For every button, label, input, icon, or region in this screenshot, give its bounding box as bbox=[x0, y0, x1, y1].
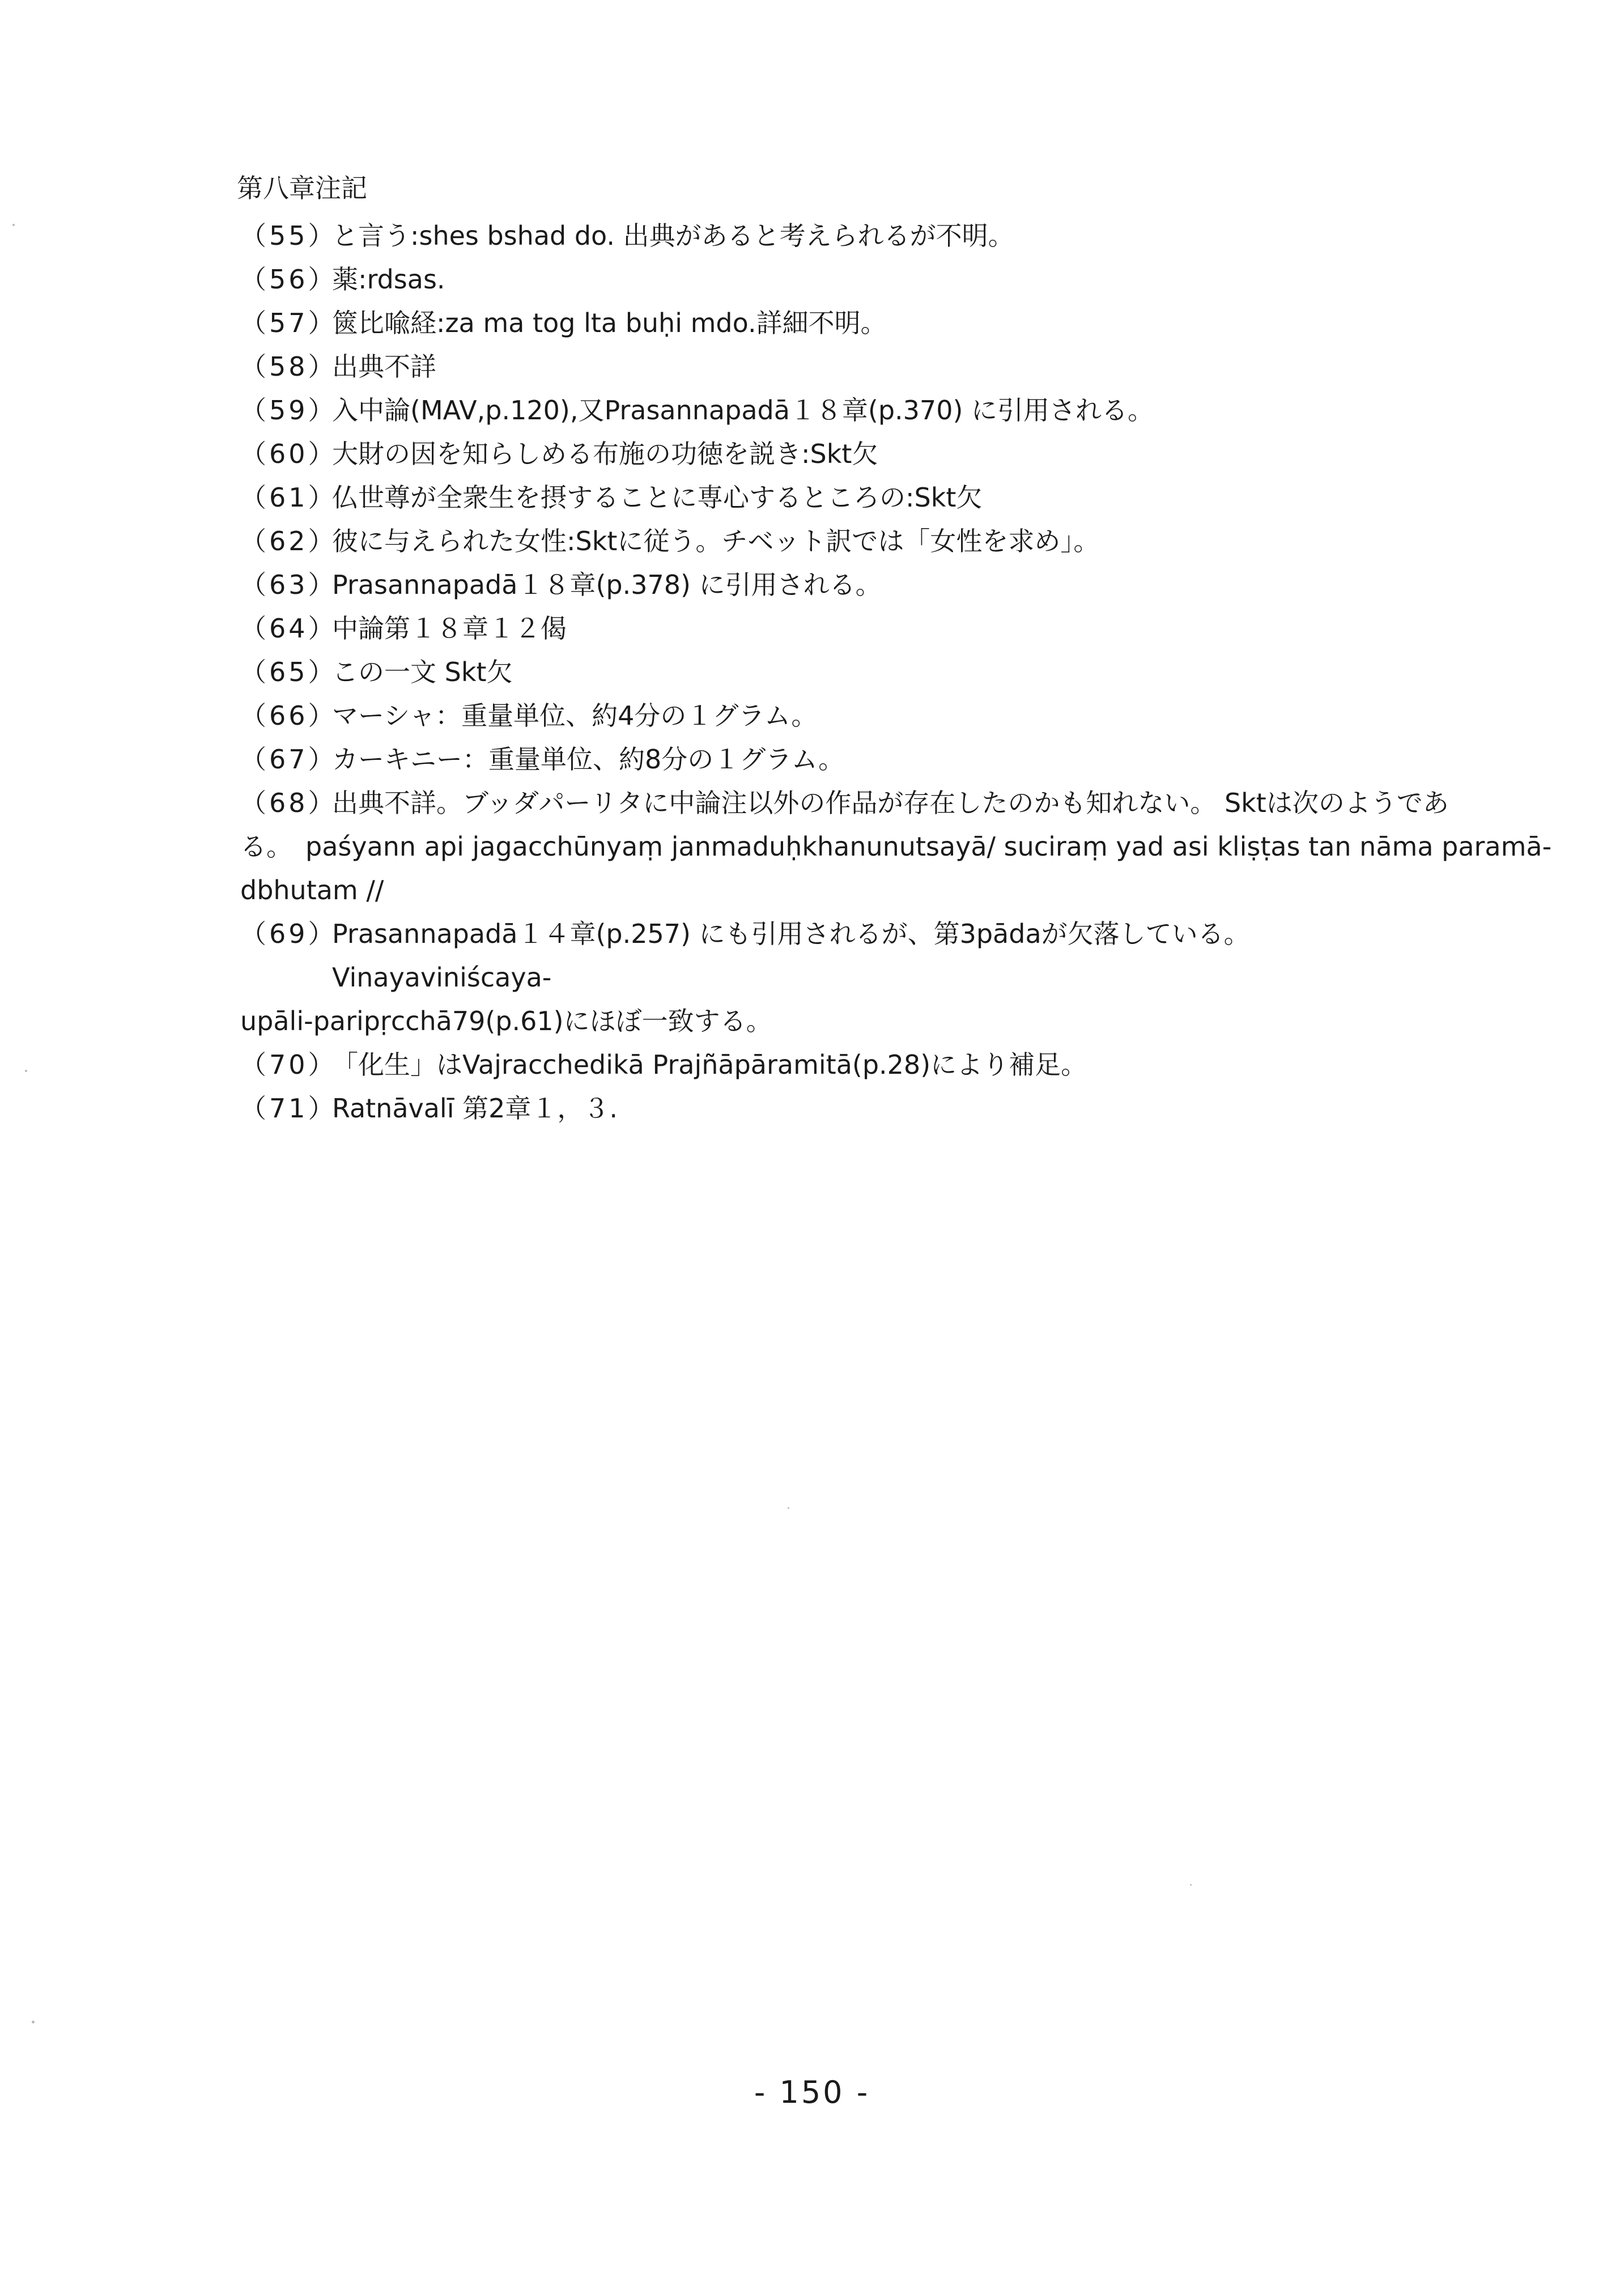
note-text: 仏世尊が全衆生を摂することに専心するところの:Skt欠 bbox=[332, 482, 983, 513]
scan-speck bbox=[12, 224, 15, 226]
note-number: （62） bbox=[240, 526, 337, 556]
note-68 bbox=[240, 781, 1552, 912]
note-55 bbox=[240, 214, 1419, 258]
note-text-line: 出典不詳。ブッダパーリタに中論注以外の作品が存在したのかも知れない。 Sktは次のようであ bbox=[332, 788, 1449, 818]
note-71 bbox=[240, 1087, 1419, 1130]
note-56 bbox=[240, 258, 1419, 301]
note-number: （57） bbox=[240, 308, 337, 338]
note-text: 彼に与えられた女性:Sktに従う。チベット訳では「女性を求め」。 bbox=[332, 526, 1100, 556]
note-text-continuation: upāli-paripṛcchā79(p.61)にほぼ一致する。 bbox=[240, 1006, 772, 1036]
note-65 bbox=[240, 650, 1419, 694]
note-text: 中論第１８章１２偈 bbox=[332, 613, 567, 644]
note-62 bbox=[240, 520, 1419, 563]
note-text: カーキニー：重量単位、約8分の１グラム。 bbox=[332, 744, 845, 775]
note-number: （64） bbox=[240, 613, 337, 644]
note-number: （66） bbox=[240, 700, 337, 731]
note-59 bbox=[240, 389, 1419, 432]
note-text: 「化生」はVajracchedikā Prajñāpāramitā(p.28)により補足。 bbox=[332, 1049, 1087, 1080]
notes-list bbox=[240, 214, 1552, 1130]
note-number: （65） bbox=[240, 657, 337, 687]
note-57 bbox=[240, 301, 1419, 345]
note-number: （71） bbox=[240, 1093, 337, 1124]
note-text-continuation: る。 paśyann api jagacchūnyaṃ janmaduḥkhanunutsayā/ suciraṃ yad asi kliṣṭas tan nāma paramā- bbox=[240, 831, 1552, 862]
note-text: 出典不詳 bbox=[332, 351, 436, 382]
note-61 bbox=[240, 476, 1419, 520]
note-text-line: Prasannapadā１４章(p.257) にも引用されるが、第3pādaが欠落している。 Vinayaviniścaya- bbox=[332, 919, 1250, 993]
scan-speck bbox=[1190, 1884, 1192, 1886]
note-number: （60） bbox=[240, 439, 337, 469]
note-text-continuation: dbhutam // bbox=[240, 875, 384, 905]
note-text: Ratnāvalī 第2章１，３. bbox=[332, 1093, 618, 1124]
note-text: と言う:shes bshad do. 出典があると考えられるが不明。 bbox=[332, 220, 1014, 251]
note-number: （63） bbox=[240, 569, 337, 600]
note-number: （70） bbox=[240, 1049, 337, 1080]
note-67 bbox=[240, 738, 1419, 781]
note-number: （58） bbox=[240, 351, 337, 382]
note-70 bbox=[240, 1043, 1419, 1087]
note-text: この一文 Skt欠 bbox=[332, 657, 513, 687]
scan-speck bbox=[25, 1070, 27, 1072]
note-text: 大財の因を知らしめる布施の功徳を説き:Skt欠 bbox=[332, 439, 878, 469]
note-number: （61） bbox=[240, 482, 337, 513]
note-text: マーシャ：重量単位、約4分の１グラム。 bbox=[332, 700, 818, 731]
note-text: 薬:rdsas. bbox=[332, 264, 445, 295]
chapter-notes-heading: 第八章注記 bbox=[237, 173, 367, 203]
note-64 bbox=[240, 607, 1419, 650]
note-number: （69） bbox=[240, 919, 337, 949]
note-number: （67） bbox=[240, 744, 337, 775]
note-text: 篋比喩経:za ma tog lta buḥi mdo.詳細不明。 bbox=[332, 308, 887, 338]
scan-speck bbox=[788, 1507, 789, 1509]
note-text: 入中論(MAV,p.120),又Prasannapadā１８章(p.370) に引用される。 bbox=[332, 395, 1154, 426]
note-number: （68） bbox=[240, 788, 337, 818]
note-63 bbox=[240, 563, 1419, 607]
scan-speck bbox=[32, 2021, 35, 2023]
note-number: （55） bbox=[240, 220, 337, 251]
page-number: - 150 - bbox=[754, 2074, 870, 2110]
note-60 bbox=[240, 432, 1419, 476]
note-69 bbox=[240, 912, 1419, 1043]
note-number: （56） bbox=[240, 264, 337, 295]
note-text: Prasannapadā１８章(p.378) に引用される。 bbox=[332, 569, 882, 600]
note-number: （59） bbox=[240, 395, 337, 426]
note-66 bbox=[240, 694, 1419, 738]
note-58 bbox=[240, 345, 1419, 389]
